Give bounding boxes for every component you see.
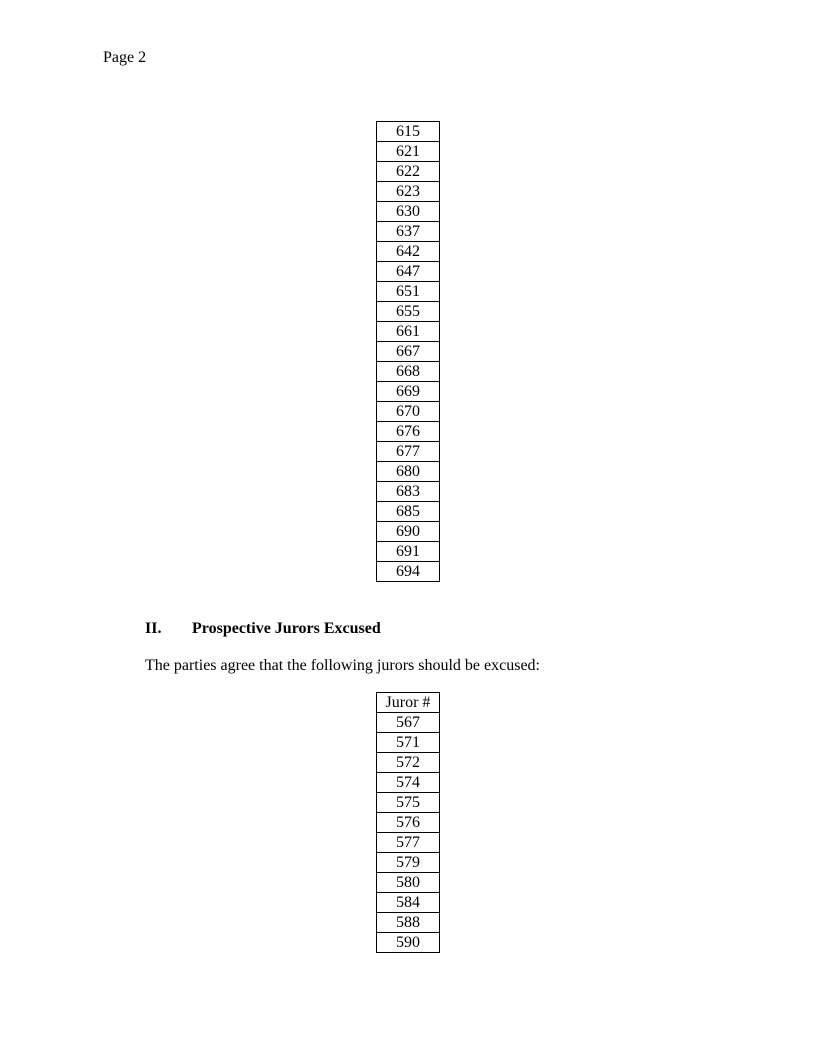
juror-list-table-continued <box>376 121 440 582</box>
table-row <box>377 813 440 833</box>
table-row <box>377 542 440 562</box>
juror-number-cell: 577 <box>377 833 440 853</box>
table-row <box>377 422 440 442</box>
juror-number-cell: 571 <box>377 733 440 753</box>
table-row <box>377 522 440 542</box>
juror-number-cell: 651 <box>377 282 440 302</box>
table-row <box>377 833 440 853</box>
table-row <box>377 262 440 282</box>
juror-number-cell: 575 <box>377 793 440 813</box>
table-row <box>377 282 440 302</box>
juror-number-cell: 588 <box>377 913 440 933</box>
juror-number-cell: 622 <box>377 162 440 182</box>
excused-jurors-table <box>376 692 440 953</box>
table-row <box>377 322 440 342</box>
table-row <box>377 242 440 262</box>
juror-number-cell: 630 <box>377 202 440 222</box>
table-row <box>377 122 440 142</box>
section-number: II. <box>145 620 162 637</box>
juror-number-cell: 670 <box>377 402 440 422</box>
table-row <box>377 913 440 933</box>
table-row <box>377 162 440 182</box>
juror-number-cell: 676 <box>377 422 440 442</box>
juror-number-cell: 655 <box>377 302 440 322</box>
table-row <box>377 482 440 502</box>
table-row <box>377 562 440 582</box>
juror-number-cell: 677 <box>377 442 440 462</box>
juror-number-cell: 669 <box>377 382 440 402</box>
table-row <box>377 733 440 753</box>
table-row <box>377 222 440 242</box>
juror-number-cell: 576 <box>377 813 440 833</box>
juror-number-cell: 580 <box>377 873 440 893</box>
section-heading <box>145 619 381 639</box>
juror-number-cell: 690 <box>377 522 440 542</box>
table-row <box>377 442 440 462</box>
section-title: Prospective Jurors Excused <box>192 620 381 637</box>
table-row <box>377 893 440 913</box>
table-row <box>377 402 440 422</box>
juror-number-cell: 621 <box>377 142 440 162</box>
juror-number-cell: 647 <box>377 262 440 282</box>
section-intro-paragraph: The parties agree that the following jurors should be excused: <box>145 657 540 674</box>
juror-number-cell: 667 <box>377 342 440 362</box>
table-row <box>377 713 440 733</box>
table-row <box>377 202 440 222</box>
table-row <box>377 302 440 322</box>
table-row <box>377 342 440 362</box>
juror-number-cell: 668 <box>377 362 440 382</box>
table-row <box>377 502 440 522</box>
table-row <box>377 933 440 953</box>
juror-number-cell: 685 <box>377 502 440 522</box>
juror-number-cell: 680 <box>377 462 440 482</box>
juror-number-cell: 642 <box>377 242 440 262</box>
juror-number-cell: 615 <box>377 122 440 142</box>
page-number: Page 2 <box>103 49 147 66</box>
table-row <box>377 873 440 893</box>
juror-number-cell: 579 <box>377 853 440 873</box>
juror-number-column-header: Juror # <box>377 693 440 713</box>
juror-number-cell: 590 <box>377 933 440 953</box>
juror-number-cell: 567 <box>377 713 440 733</box>
juror-number-cell: 691 <box>377 542 440 562</box>
table-row <box>377 753 440 773</box>
juror-number-cell: 661 <box>377 322 440 342</box>
juror-number-cell: 683 <box>377 482 440 502</box>
table-row <box>377 853 440 873</box>
juror-number-cell: 694 <box>377 562 440 582</box>
juror-number-cell: 637 <box>377 222 440 242</box>
table-row <box>377 462 440 482</box>
juror-number-cell: 623 <box>377 182 440 202</box>
table-row <box>377 382 440 402</box>
table-row <box>377 142 440 162</box>
table-row <box>377 362 440 382</box>
juror-number-cell: 574 <box>377 773 440 793</box>
table-header-row <box>377 693 440 713</box>
table-row <box>377 182 440 202</box>
table-row <box>377 793 440 813</box>
juror-number-cell: 584 <box>377 893 440 913</box>
juror-number-cell: 572 <box>377 753 440 773</box>
table-row <box>377 773 440 793</box>
